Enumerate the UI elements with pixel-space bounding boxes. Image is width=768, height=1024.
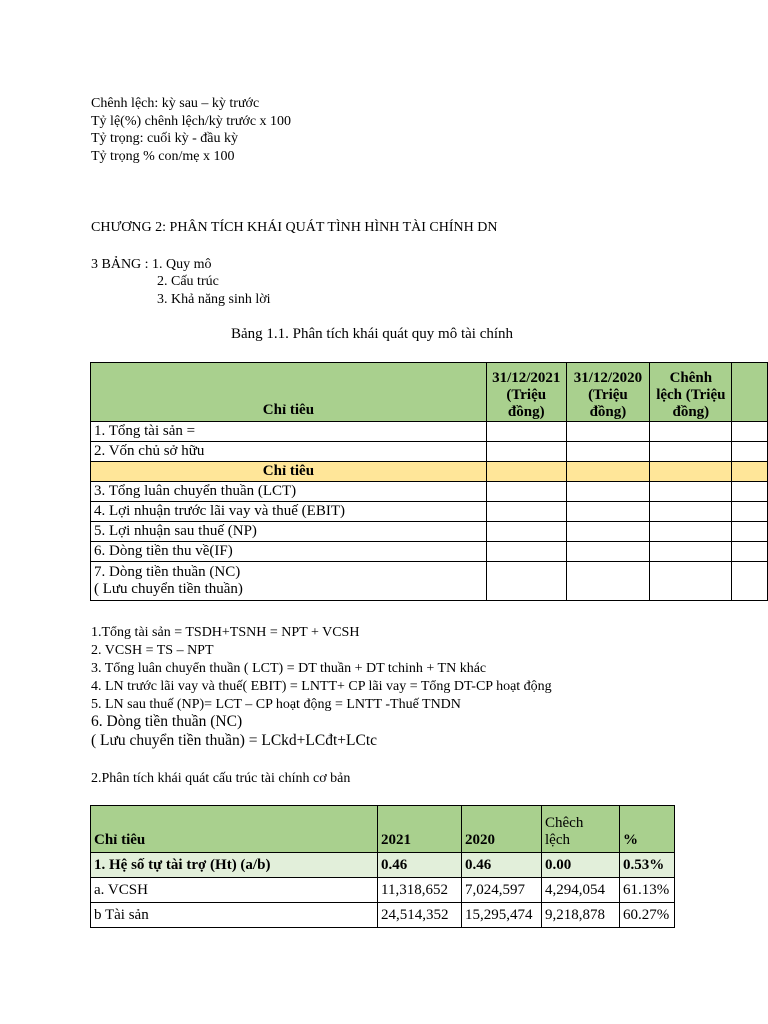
formula-7: ( Lưu chuyển tiền thuần) = LCkd+LCđt+LCtc xyxy=(91,732,378,749)
table-row: 1. Hệ số tự tài trợ (Ht) (a/b) 0.46 0.46 0.00 0.53% xyxy=(91,853,675,878)
header-year-2021: 2021 xyxy=(378,806,462,853)
table-row: 3. Tổng luân chuyển thuần (LCT) xyxy=(91,482,768,502)
three-tables-line-3: 3. Khả năng sinh lời xyxy=(157,292,271,307)
note-line-3: Tỷ trọng: cuối kỳ - đầu kỳ xyxy=(91,131,238,146)
header-difference: Chênh lệch (Triệu đồng) xyxy=(650,363,732,422)
formula-3: 3. Tổng luân chuyển thuần ( LCT) = DT thuần + DT tchinh + TN khác xyxy=(91,661,487,676)
header-cut-off xyxy=(732,363,768,422)
note-line-1: Chênh lệch: kỳ sau – kỳ trước xyxy=(91,96,260,111)
table-row: b Tài sản 24,514,352 15,295,474 9,218,878 60.27% xyxy=(91,903,675,928)
header-year-2020: 2020 xyxy=(462,806,542,853)
section-row: Chỉ tiêu xyxy=(91,462,768,482)
header-chi-tieu: Chỉ tiêu xyxy=(91,363,487,422)
header-percent: % xyxy=(620,806,675,853)
header-chech-lech: Chêch lệch xyxy=(542,806,620,853)
table-row: 6. Dòng tiền thu về(IF) xyxy=(91,542,768,562)
section2-title: 2.Phân tích khái quát cấu trúc tài chính cơ bản xyxy=(91,771,351,786)
scale-analysis-table xyxy=(90,362,768,601)
formula-6: 6. Dòng tiền thuần (NC) xyxy=(91,713,243,730)
formula-2: 2. VCSH = TS – NPT xyxy=(91,643,214,658)
header-2020: 31/12/2020 (Triệu đồng) xyxy=(566,363,650,422)
chapter-title: CHƯƠNG 2: PHÂN TÍCH KHÁI QUÁT TÌNH HÌNH TÀI CHÍNH DN xyxy=(91,220,498,235)
three-tables-line-1: 3 BẢNG : 1. Quy mô xyxy=(91,257,212,272)
header-chi-tieu-2: Chỉ tiêu xyxy=(91,806,378,853)
table-row: 7. Dòng tiền thuần (NC) ( Lưu chuyển tiền thuần) xyxy=(91,562,768,601)
note-line-2: Tỷ lệ(%) chênh lệch/kỳ trước x 100 xyxy=(91,114,292,129)
table-row: a. VCSH 11,318,652 7,024,597 4,294,054 61.13% xyxy=(91,878,675,903)
note-line-4: Tỷ trọng % con/mẹ x 100 xyxy=(91,149,235,164)
three-tables-line-2: 2. Cấu trúc xyxy=(157,274,219,289)
structure-analysis-table xyxy=(90,805,675,928)
table-row: 4. Lợi nhuận trước lãi vay và thuế (EBIT) xyxy=(91,502,768,522)
formula-5: 5. LN sau thuế (NP)= LCT – CP hoạt động = LNTT -Thuế TNDN xyxy=(91,697,461,712)
header-2021: 31/12/2021 (Triệu đồng) xyxy=(486,363,566,422)
formula-4: 4. LN trước lãi vay và thuế( EBIT) = LNTT+ CP lãi vay = Tổng DT-CP hoạt động xyxy=(91,679,552,694)
table-row: 2. Vốn chủ sở hữu xyxy=(91,442,768,462)
table1-caption: Bảng 1.1. Phân tích khái quát quy mô tài chính xyxy=(231,326,514,342)
table-row: 5. Lợi nhuận sau thuế (NP) xyxy=(91,522,768,542)
table-row: 1. Tổng tài sản = xyxy=(91,422,768,442)
formula-1: 1.Tổng tài sản = TSDH+TSNH = NPT + VCSH xyxy=(91,625,360,640)
